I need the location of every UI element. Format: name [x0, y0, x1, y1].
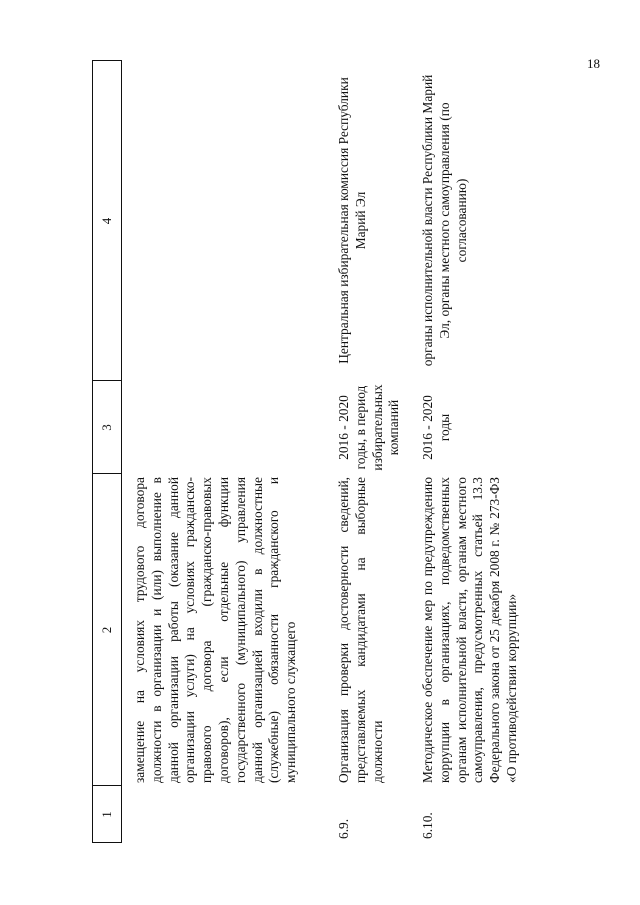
row-period: 2016 - 2020 годы: [420, 395, 452, 460]
page-number: 18: [587, 56, 600, 71]
row-number: 6.9.: [336, 818, 351, 839]
table-header: [92, 60, 122, 843]
row-description: замещение на условиях трудового договора должности в организации и (или) выполнение в данной организации работы (оказание данной организации услуги) на условиях гражданско-правового договора (гражданско-правовых договоров), если отдельные функции государственного (муниципального) управления данной организацией входили в должностные (служебные) обязанности гражданского и муниципального служащего: [132, 477, 299, 783]
column-header-4: 4: [99, 217, 114, 225]
column-header-1: 1: [99, 811, 114, 818]
row-period: 2016 - 2020 годы, в период избирательных компаний: [336, 384, 402, 471]
row-executor: органы исполнительной власти Республики Марий Эл, органы местного самоуправления (по согласованию): [420, 74, 469, 367]
row-executor: Центральная избирательная комиссия Республики Марий Эл: [336, 77, 368, 364]
row-description: Организация проверки достоверности сведений, представляемых кандидатами на выборные должности: [336, 477, 385, 783]
row-description: Методическое обеспечение мер по предупреждению коррупции в организациях, подведомственных органам исполнительной власти, органам местного самоуправления, предусмотренных статьей 13.3 Федерального закона от 25 декабря 2008 г. № 273-ФЗ «О противодействии коррупции»: [420, 477, 519, 783]
row-number: 6.10.: [420, 812, 435, 839]
column-header-3: 3: [99, 424, 114, 431]
column-header-2: 2: [99, 626, 114, 634]
table: [92, 60, 622, 843]
